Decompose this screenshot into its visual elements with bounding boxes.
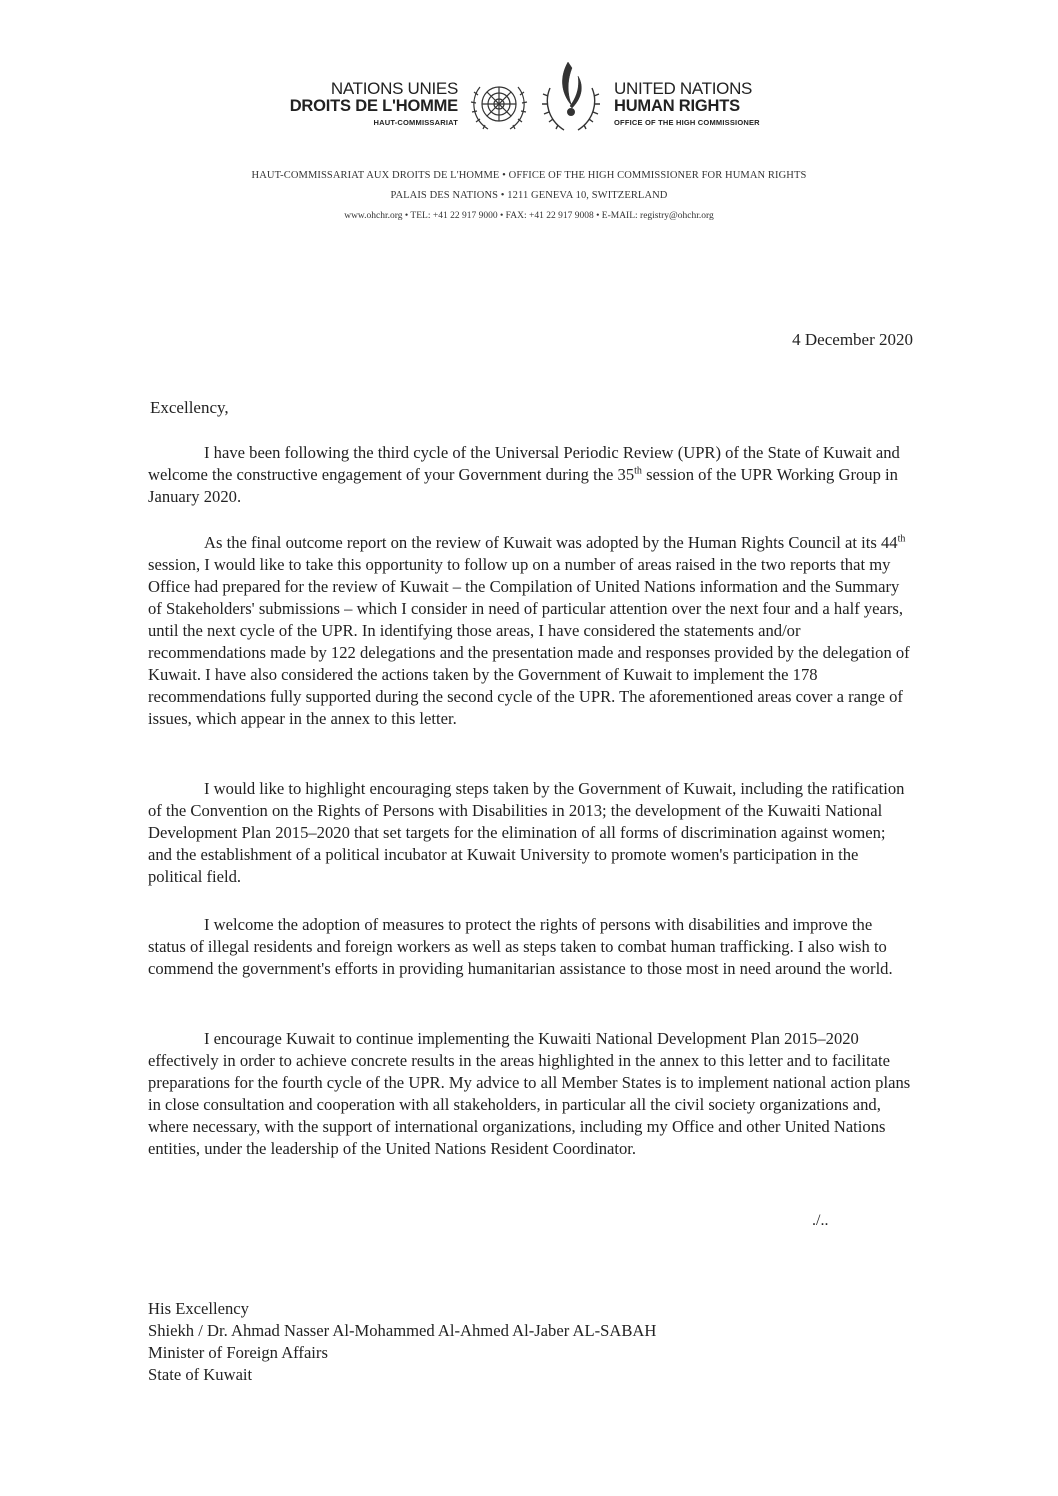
paragraph-5: I encourage Kuwait to continue implementing the Kuwaiti National Development Plan 2015–2020 effectively in order to achieve concrete results in the areas highlighted in the annex to this letter and to facilitate preparations for the fourth cycle of the UPR. My advice to all Member States is to implement national action plans in close consultation and cooperation with all stakeholders, in particular all the civil society organizations and, where necessary, with the support of international organizations, including my Office and other United Nations entities, under the leadership of the United Nations Resident Coordinator. [148, 1029, 911, 1158]
office-address-line1: HAUT-COMMISSARIAT AUX DROITS DE L'HOMME • OFFICE OF THE HIGH COMMISSIONER FOR HUMAN RIGHTS [251, 170, 807, 181]
un-emblem-icon [466, 75, 532, 137]
paragraph-2 [148, 532, 913, 730]
addressee-block [148, 1298, 656, 1386]
letterhead-left-line1: NATIONS UNIES [330, 79, 458, 98]
letterhead-left-line3: HAUT-COMMISSARIAT [373, 117, 458, 127]
office-address-line2: PALAIS DES NATIONS • 1211 GENEVA 10, SWITZERLAND [390, 190, 668, 201]
letterhead-left [268, 80, 458, 126]
letterhead-left-line2: DROITS DE L'HOMME [289, 97, 458, 115]
paragraph-1 [148, 442, 913, 508]
office-contact-line: www.ohchr.org • TEL: +41 22 917 9000 • FAX: +41 22 917 9008 • E-MAIL: registry@ohchr.org [344, 211, 714, 221]
addressee-line1: His Excellency [148, 1299, 249, 1318]
letter-date: 4 December 2020 [792, 330, 913, 349]
letterhead-right [614, 80, 814, 126]
addressee-line4: State of Kuwait [148, 1365, 253, 1384]
paragraph-1-superscript: th [634, 465, 642, 477]
letterhead-right-line2: HUMAN RIGHTS [614, 97, 740, 115]
addressee-line2: Shiekh / Dr. Ahmad Nasser Al-Mohammed Al-Ahmed Al-Jaber AL-SABAH [148, 1321, 657, 1340]
paragraph-2-part-b: session, I would like to take this opportunity to follow up on a number of areas raised in the two reports that my Office had prepared for the review of Kuwait – the Compilation of United Nations information and the Summary of Stakeholders' submissions – which I consider in need of particular attention over the next four and a half years, until the next cycle of the UPR. In identifying those areas, I have considered the statements and/or recommendations made by 122 delegations and the presentation made and responses provided by the delegation of Kuwait. I have also considered the actions taken by the Government of Kuwait to implement the 178 recommendations fully supported during the second cycle of the UPR. The aforementioned areas cover a range of issues, which appear in the annex to this letter. [148, 555, 910, 728]
salutation: Excellency, [150, 398, 229, 417]
paragraph-1-part-a: I have been following the third cycle of the Universal Periodic Review (UPR) of the State of Kuwait and welcome the constructive engagement of your Government during the 35 [148, 443, 900, 484]
paragraph-4: I welcome the adoption of measures to protect the rights of persons with disabilities and improve the status of illegal residents and foreign workers as well as steps taken to combat human trafficking. I also wish to commend the government's efforts in providing humanitarian assistance to those most in need around the world. [148, 915, 893, 978]
paragraph-1-part-b: session of the UPR Working Group in January 2020. [148, 465, 898, 506]
continuation-mark: ./.. [812, 1212, 829, 1229]
letterhead-right-line1: UNITED NATIONS [614, 79, 753, 98]
paragraph-3: I would like to highlight encouraging steps taken by the Government of Kuwait, including the ratification of the Convention on the Rights of Persons with Disabilities in 2013; the development of the Kuwaiti National Development Plan 2015–2020 that set targets for the elimination of all forms of discrimination against women; and the establishment of a political incubator at Kuwait University to promote women's participation in the political field. [148, 779, 905, 886]
letterhead-right-line3: OFFICE OF THE HIGH COMMISSIONER [614, 117, 760, 127]
human-rights-emblem-icon [538, 58, 604, 140]
paragraph-2-part-a: As the final outcome report on the review of Kuwait was adopted by the Human Rights Council at its 44 [204, 533, 898, 552]
paragraph-2-superscript: th [897, 533, 906, 545]
addressee-line3: Minister of Foreign Affairs [148, 1343, 328, 1362]
